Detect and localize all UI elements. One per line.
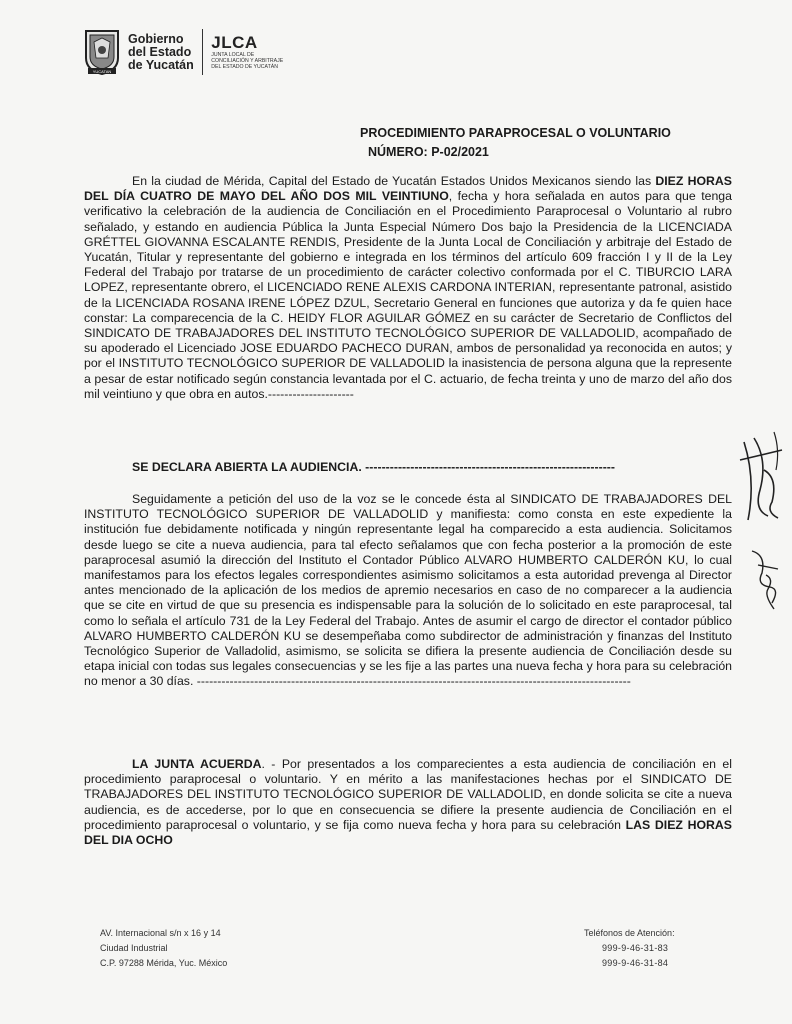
address-line-3: C.P. 97288 Mérida, Yuc. México [100,958,228,968]
phone-2: 999-9-46-31-84 [602,958,669,968]
address-line-1: AV. Internacional s/n x 16 y 14 [100,928,221,938]
address-line-2: Ciudad Industrial [100,943,168,953]
paragraph-agreement [84,757,732,848]
p4-text-b: . - Por presentados a los comparecientes a esta audiencia de conciliación en el procedimiento paraprocesal o voluntario. Y en mérito a las manifestaciones hechas por el SINDICATO DE TRABAJADORES DEL INSTITUTO TECNOLÓGICO SUPERIOR DE VALLADOLID, en donde solicita se cite a nueva audiencia, es de accederse, por lo que en consecuencia se difiere la presente audiencia de Conciliación en el procedimiento paraprocesal o voluntario, y se fija como nueva fecha y hora para su celebración [84,757,732,832]
p1-text-c: , fecha y hora señalada en autos para que tenga verificativo la celebración de la audiencia de Conciliación en el Procedimiento Paraprocesal o Voluntario al rubro señalado, y estando en audiencia Pública la Junta Especial Número Dos bajo la Presidencia de la LICENCIADA GRÉTTEL GIOVANNA ESCALANTE RENDIS, Presidente de la Junta Local de Conciliación y arbitraje del Estado de Yucatán, Titular y representante del gobierno e integrada en los términos del artículo 609 fracción I y II de la Ley Federal del Trabajo por tratarse de un procedimiento de carácter colectivo conformada por el C. TIBURCIO LARA LOPEZ, representante obrero, el LICENCIADO RENE ALEXIS CARDONA INTERIAN, representante patronal, asistido de la LICENCIADA ROSANA IRENE LÓPEZ DZUL, Secretario General en funciones que autoriza y da fe quien hace constar: La comparecencia de la C. HEIDY FLOR AGUILAR GÓMEZ en su carácter de Secretario de Conflictos del SINDICATO DE TRABAJADORES DEL INSTITUTO TECNOLÓGICO SUPERIOR DE VALLADOLID, acompañado de su apoderado el Licenciado JOSE EDUARDO PACHECO DURAN, ambos de personalidad ya reconocida en autos; y por el INSTITUTO TECNOLÓGICO SUPERIOR DE VALLADOLID la inasistencia de persona alguna que la represente a pesar de estar notificado según constancia levantada por el C. actuario, de fecha treinta y uno de marzo del año dos mil veintiuno y que obra en autos.--------------------- [84,189,732,401]
state-seal-icon [82,28,122,76]
jlca-sub-2: CONCILIACIÓN Y ARBITRAJE [211,58,284,64]
jlca-sub-1: JUNTA LOCAL DE [211,52,255,58]
p4-text-bold: LAS DIEZ HORAS DEL DIA OCHO [84,817,732,848]
phones-label: Teléfonos de Atención: [584,928,675,938]
letterhead [82,24,283,80]
footer-address [100,926,227,971]
procedure-title: PROCEDIMIENTO PARAPROCESAL O VOLUNTARIO [360,126,671,140]
gov-line-2: del Estado [128,44,192,59]
p1-date-bold: DIEZ HORAS DEL DÍA CUATRO DE MAYO DEL AÑO DOS MIL VEINTIUNO [84,174,732,204]
jlca-logo [211,34,283,70]
paragraph-declaration: SE DECLARA ABIERTA LA AUDIENCIA. ------------------------------------------------------------- [132,460,615,474]
jlca-title: JLCA [211,33,258,52]
document-title [360,124,671,162]
gov-line-3: de Yucatán [128,57,194,72]
header-divider [202,29,204,75]
government-name [128,33,194,72]
seal-text: YUCATAN [92,69,112,74]
p1-text-a: En la ciudad de Mérida, Capital del Estado de Yucatán Estados Unidos Mexicanos siendo las [132,174,656,188]
paragraph-opening [84,174,732,402]
margin-signature-1 [734,420,790,530]
phone-1: 999-9-46-31-83 [602,943,669,953]
gov-line-1: Gobierno [128,31,184,46]
jlca-sub-3: DEL ESTADO DE YUCATÁN [211,64,278,70]
footer-phones [584,926,675,971]
paragraph-statement: Seguidamente a petición del uso de la voz se le concede ésta al SINDICATO DE TRABAJADORES DEL INSTITUTO TECNOLÓGICO SUPERIOR DE VALLADOLID y manifiesta: como consta en este expediente la institución fue debidamente notificada y ningún representante legal ha comparecido a esta audiencia. Solicitamos desde luego se cite a nueva audiencia, para tal efecto señalamos que con fecha posterior a la promoción de este paraprocesal asumió la dirección del Instituto el Contador Público ALVARO HUMBERTO CALDERÓN KU, lo cual manifestamos para los efectos legales correspondientes asimismo solicitamos a esta autoridad prevenga al Director antes mencionado de la aplicación de los medios de apremio necesarios en caso de no comparecer a la audiencia que se cite en virtud de que su presencia es indispensable para la solución de lo solicitado en este paraprocesal, tal como lo señala el artículo 731 de la Ley Federal del Trabajo. Antes de asumir el cargo de director el contador público ALVARO HUMBERTO CALDERÓN KU se desempeñaba como subdirector de administración y finanzas del Instituto Tecnológico Superior de Valladolid, asimismo, se solicita se difiera la presente audiencia de Conciliación desde su etapa inicial con todas sus legales consecuencias y se les fije a las partes una nueva fecha y hora para su celebración no menor a 30 días. ---------------------------------------------------------------------------------------------------------- [84,492,732,689]
margin-signature-2 [744,545,788,615]
case-number: NÚMERO: P-02/2021 [368,145,489,159]
p4-heading: LA JUNTA ACUERDA [132,757,262,771]
